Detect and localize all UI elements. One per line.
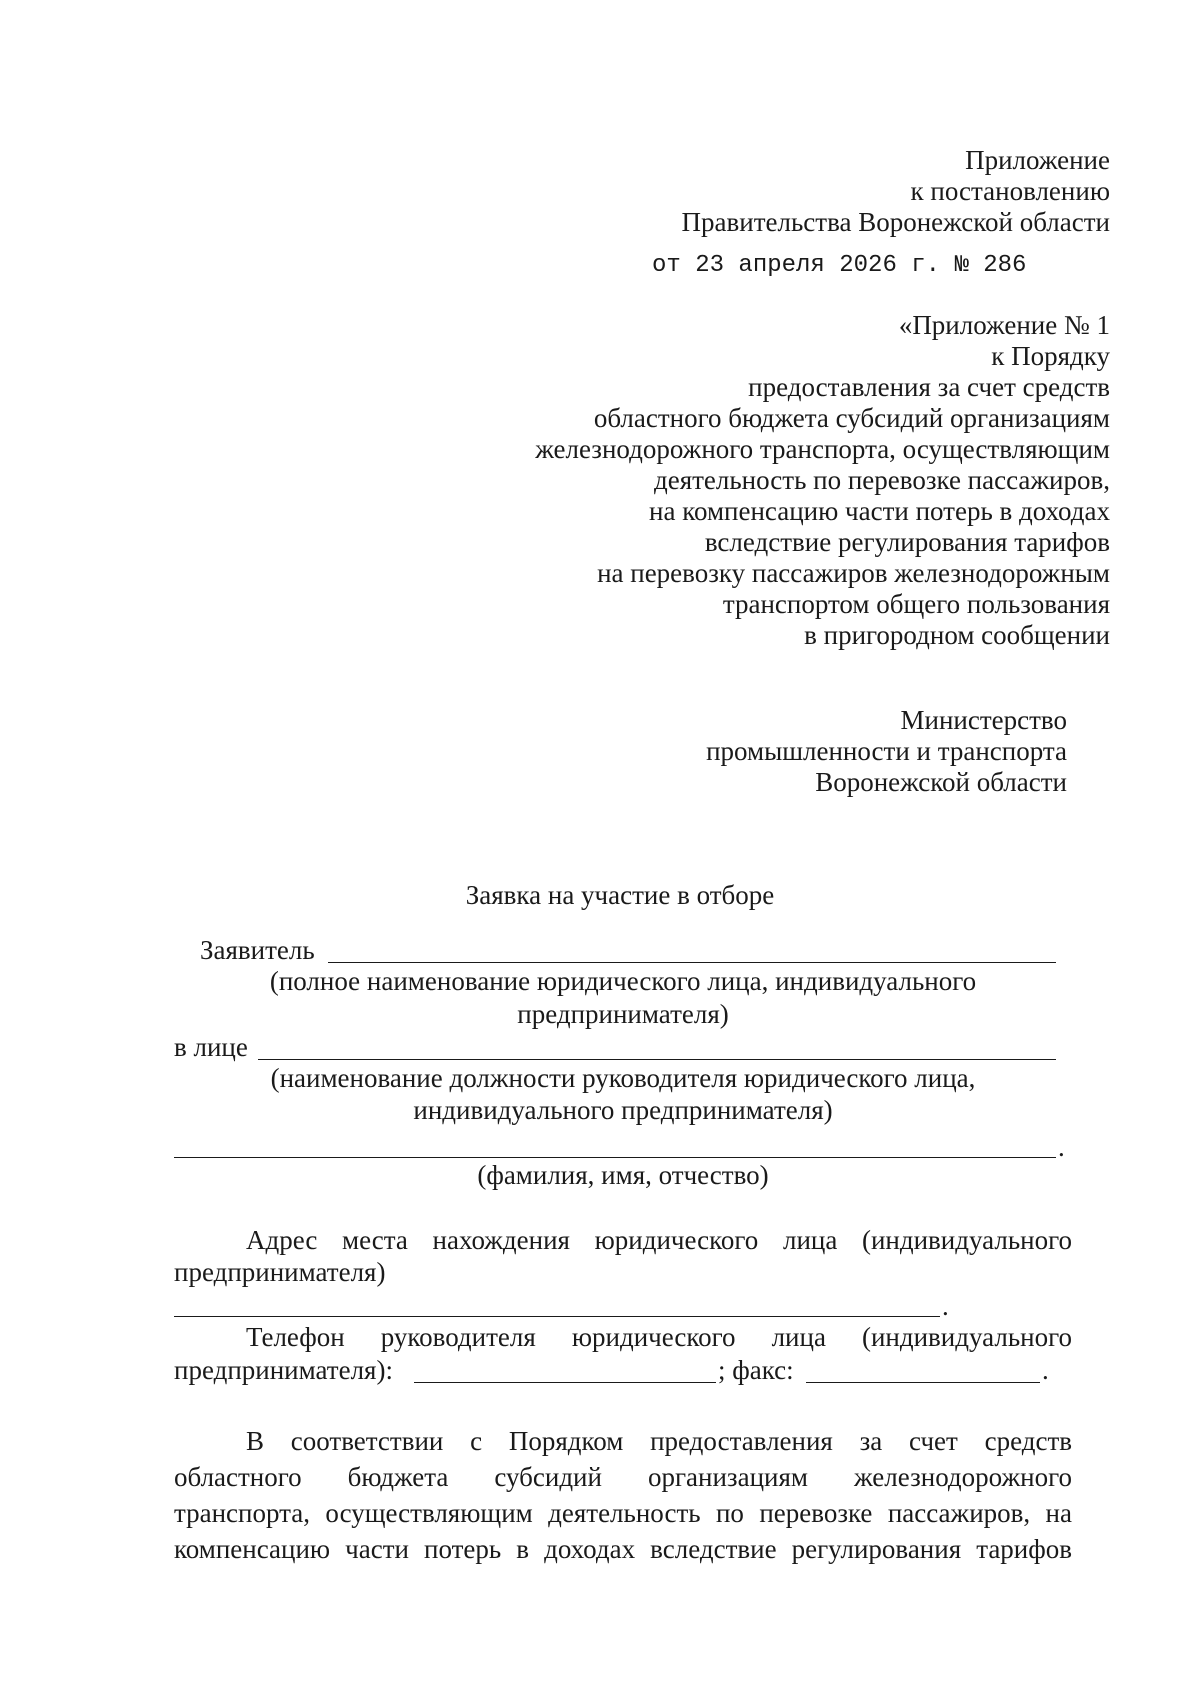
appendix1-line: деятельность по перевозке пассажиров, bbox=[653, 465, 1110, 495]
phone-fill-line[interactable] bbox=[414, 1382, 716, 1383]
fio-hint: (фамилия, имя, отчество) bbox=[477, 1160, 769, 1190]
form-title: Заявка на участие в отборе bbox=[465, 880, 775, 910]
appendix1-line: вследствие регулирования тарифов bbox=[704, 527, 1110, 557]
appendix-line: Приложение bbox=[965, 145, 1110, 175]
addressee-line: промышленности и транспорта bbox=[706, 736, 1067, 766]
appendix1-header bbox=[535, 310, 1110, 651]
fio-fill-line[interactable] bbox=[174, 1157, 1056, 1158]
body-paragraph-line: В соответствии с Порядком предоставления за счет средств bbox=[246, 1426, 1072, 1456]
phone-label: предпринимателя): bbox=[174, 1355, 393, 1385]
addressee-line: Министерство bbox=[900, 705, 1067, 735]
body-paragraph-line: транспорта, осуществляющим деятельность по перевозке пассажиров, на bbox=[174, 1498, 1072, 1528]
appendix-line: к постановлению bbox=[910, 176, 1110, 206]
addressee-block bbox=[706, 705, 1067, 798]
applicant-hint: предпринимателя) bbox=[517, 999, 729, 1029]
appendix1-line: «Приложение № 1 bbox=[898, 310, 1110, 340]
phone-text: Телефон руководителя юридического лица (индивидуального bbox=[246, 1322, 1072, 1352]
appendix1-line: предоставления за счет средств bbox=[748, 372, 1110, 402]
person-fill-line[interactable] bbox=[258, 1059, 1056, 1060]
body-paragraph-line: компенсацию части потерь в доходах вследствие регулирования тарифов bbox=[174, 1534, 1072, 1564]
decree-date-number: от 23 апреля 2026 г. № 286 bbox=[652, 252, 1027, 279]
applicant-label: Заявитель bbox=[200, 935, 315, 965]
fax-label: ; факс: bbox=[718, 1355, 794, 1385]
fio-dot: . bbox=[1058, 1132, 1065, 1162]
appendix1-line: транспортом общего пользования bbox=[722, 589, 1110, 619]
appendix1-line: в пригородном сообщении bbox=[804, 620, 1110, 650]
addressee-line: Воронежской области bbox=[815, 767, 1067, 797]
applicant-hint: (полное наименование юридического лица, индивидуального bbox=[269, 966, 977, 996]
person-hint: индивидуального предпринимателя) bbox=[413, 1095, 833, 1125]
fax-fill-line[interactable] bbox=[806, 1382, 1040, 1383]
appendix-line: Правительства Воронежской области bbox=[681, 207, 1110, 237]
appendix1-line: железнодорожного транспорта, осуществляющим bbox=[535, 434, 1110, 464]
applicant-fill-line[interactable] bbox=[328, 962, 1056, 963]
body-paragraph-line: областного бюджета субсидий организациям железнодорожного bbox=[174, 1462, 1072, 1492]
person-hint: (наименование должности руководителя юридического лица, bbox=[270, 1063, 976, 1093]
appendix-header bbox=[682, 145, 1110, 238]
address-text-cont: предпринимателя) bbox=[174, 1257, 386, 1287]
address-text: Адрес места нахождения юридического лица (индивидуального bbox=[246, 1225, 1072, 1255]
appendix1-line: к Порядку bbox=[991, 341, 1110, 371]
person-label: в лице bbox=[174, 1032, 248, 1062]
appendix1-line: областного бюджета субсидий организациям bbox=[593, 403, 1110, 433]
fax-dot: . bbox=[1042, 1355, 1049, 1385]
appendix1-line: на компенсацию части потерь в доходах bbox=[649, 496, 1110, 526]
appendix1-line: на перевозку пассажиров железнодорожным bbox=[597, 558, 1110, 588]
address-fill-line[interactable] bbox=[174, 1316, 940, 1317]
address-dot: . bbox=[942, 1291, 949, 1321]
